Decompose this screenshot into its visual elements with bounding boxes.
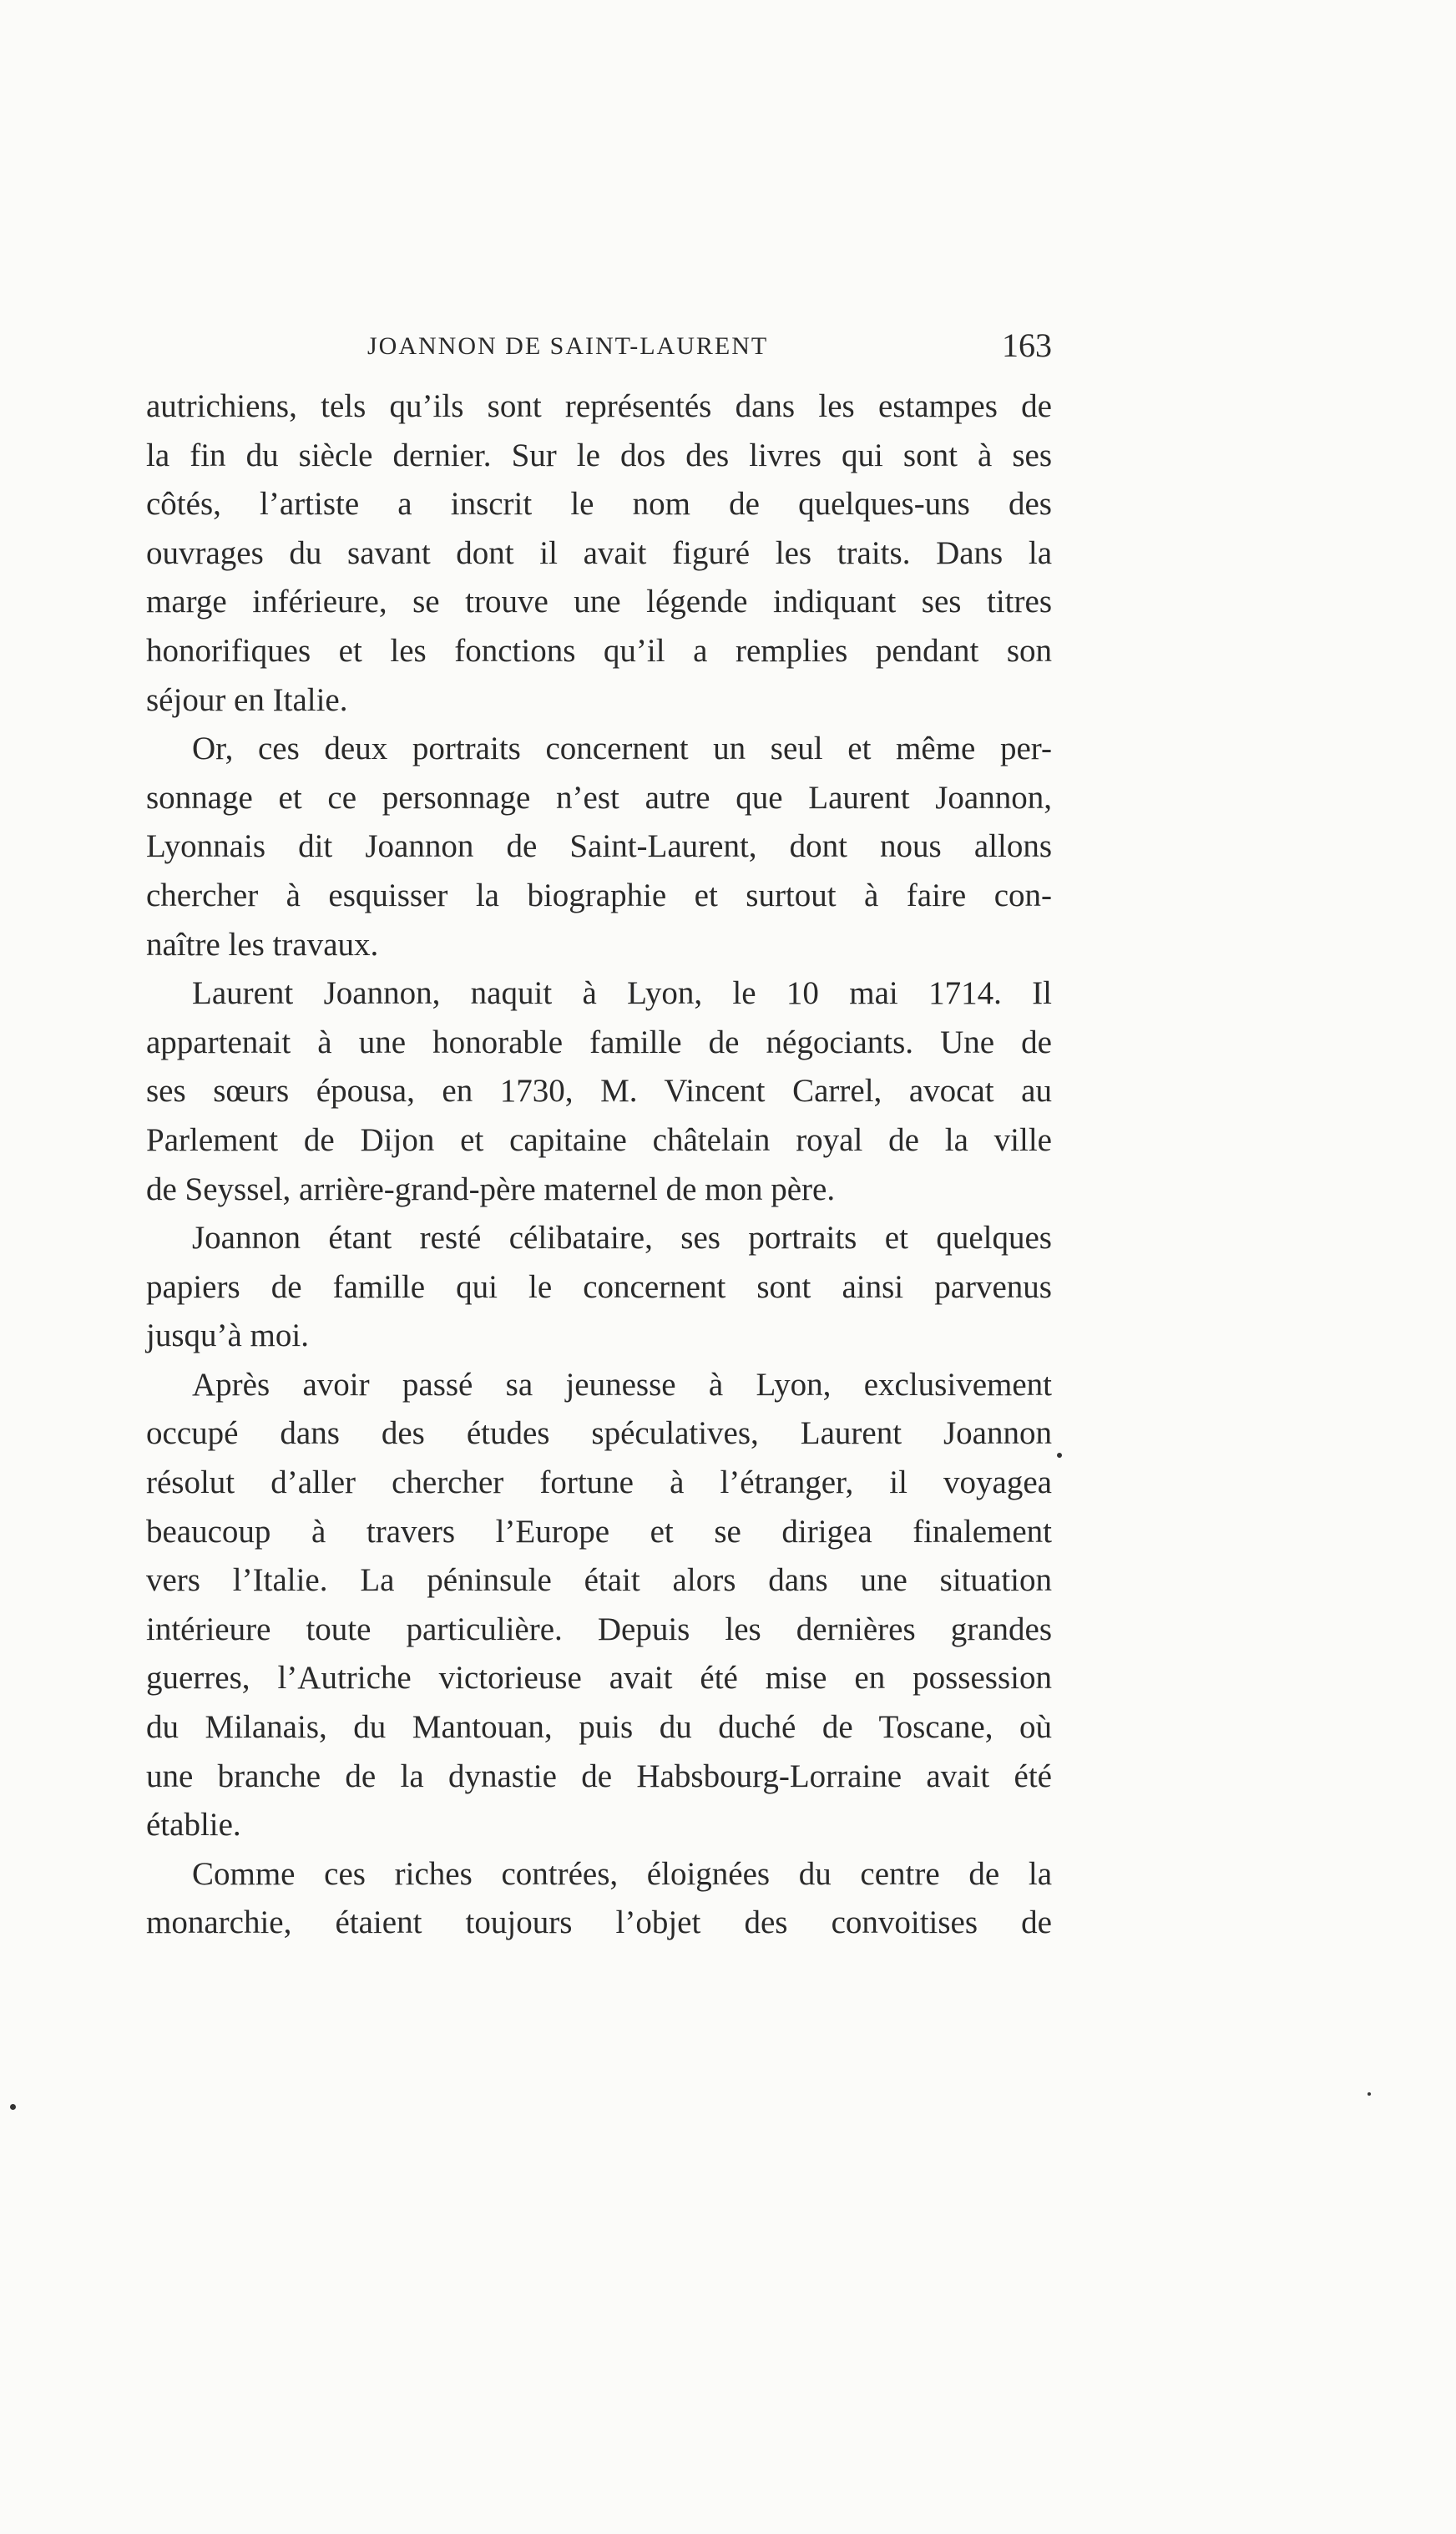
- text-line: une branche de la dynastie de Habsbourg-Lorraine avait été: [146, 1758, 1052, 1794]
- text-line: guerres, l’Autriche victorieuse avait été mise en possession: [146, 1660, 1052, 1697]
- text-line: chercher à esquisser la biographie et surtout à faire con-: [146, 877, 1052, 913]
- text-line: Comme ces riches contrées, éloignées du centre de la: [192, 1855, 1052, 1892]
- text-line: Or, ces deux portraits concernent un seul et même per-: [192, 731, 1052, 767]
- scan-speck: [10, 2104, 16, 2110]
- paragraph-4: [146, 1214, 1052, 1361]
- paragraph-6: [146, 1850, 1052, 1948]
- text-line: marge inférieure, se trouve une légende indiquant ses titres: [146, 584, 1052, 620]
- text-line: séjour en Italie.: [146, 681, 348, 718]
- text-line: établie.: [146, 1807, 241, 1844]
- text-line: de Seyssel, arrière-grand-père maternel de mon père.: [146, 1171, 836, 1207]
- text-line: vers l’Italie. La péninsule était alors dans une situation: [146, 1562, 1052, 1599]
- body-text: [146, 382, 1052, 1948]
- text-line: la fin du siècle dernier. Sur le dos des livres qui sont à ses: [146, 437, 1052, 473]
- paragraph-5: [146, 1361, 1052, 1850]
- text-line: naître les travaux.: [146, 926, 379, 963]
- text-line: appartenait à une honorable famille de négociants. Une de: [146, 1024, 1052, 1060]
- text-line: jusqu’à moi.: [146, 1318, 309, 1354]
- page-number: 163: [1002, 326, 1052, 364]
- text-line: ouvrages du savant dont il avait figuré les traits. Dans la: [146, 534, 1052, 571]
- paragraph-3: [146, 969, 1052, 1214]
- text-line: Lyonnais dit Joannon de Saint-Laurent, dont nous allons: [146, 828, 1052, 865]
- text-line: ses sœurs épousa, en 1730, M. Vincent Carrel, avocat au: [146, 1073, 1052, 1110]
- scan-speck: [1368, 2092, 1371, 2096]
- running-head: [367, 326, 1052, 376]
- text-line: intérieure toute particulière. Depuis les dernières grandes: [146, 1611, 1052, 1647]
- text-line: Après avoir passé sa jeunesse à Lyon, exclusivement: [192, 1366, 1052, 1403]
- running-title: JOANNON DE SAINT-LAURENT: [367, 332, 769, 360]
- paragraph-1: [146, 382, 1052, 725]
- text-line: honorifiques et les fonctions qu’il a remplies pendant son: [146, 632, 1052, 669]
- text-line: occupé dans des études spéculatives, Laurent Joannon: [146, 1415, 1052, 1452]
- text-line: du Milanais, du Mantouan, puis du duché de Toscane, où: [146, 1709, 1052, 1746]
- text-line: beaucoup à travers l’Europe et se dirigea finalement: [146, 1513, 1052, 1550]
- text-line: côtés, l’artiste a inscrit le nom de quelques-uns des: [146, 486, 1052, 523]
- text-line: Joannon étant resté célibataire, ses portraits et quelques: [192, 1220, 1052, 1257]
- paragraph-2: [146, 725, 1052, 969]
- text-line: sonnage et ce personnage n’est autre que Laurent Joannon,: [146, 779, 1052, 816]
- text-line: résolut d’aller chercher fortune à l’étranger, il voyagea: [146, 1464, 1052, 1501]
- text-line: monarchie, étaient toujours l’objet des convoitises de: [146, 1904, 1052, 1941]
- text-line: Laurent Joannon, naquit à Lyon, le 10 mai 1714. Il: [192, 975, 1052, 1012]
- scan-speck: [1057, 1453, 1062, 1458]
- text-line: autrichiens, tels qu’ils sont représentés dans les estampes de: [146, 388, 1052, 424]
- text-line: papiers de famille qui le concernent sont ainsi parvenus: [146, 1268, 1052, 1305]
- text-line: Parlement de Dijon et capitaine châtelain royal de la ville: [146, 1121, 1052, 1158]
